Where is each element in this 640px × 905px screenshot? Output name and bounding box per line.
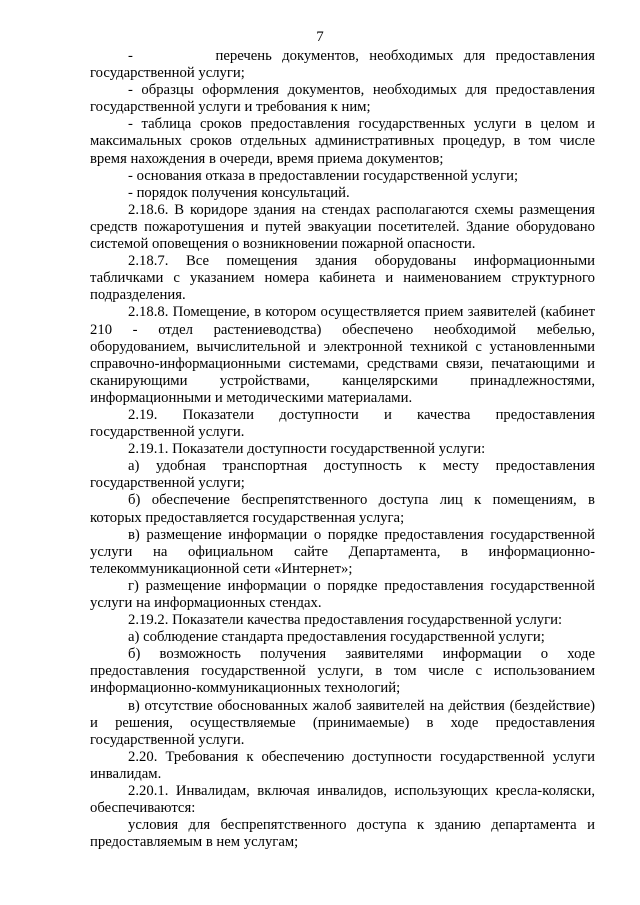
paragraph-access-conditions: условия для беспрепятственного доступа к зданию департамента и предоставляемым в нем услугам; xyxy=(90,817,595,851)
paragraph-2-19-2-a: а) соблюдение стандарта предоставления государственной услуги; xyxy=(128,629,545,646)
paragraph-2-19-1-b: б) обеспечение беспрепятственного доступа лиц к помещениям, в которых предоставляется государственная услуга; xyxy=(90,492,595,526)
paragraph-2-18-8: 2.18.8. Помещение, в котором осуществляется прием заявителей (кабинет 210 - отдел растениеводства) обеспечено необходимой мебелью, оборудованием, вычислительной и электронной техникой с установленными справочно-информационными системами, средствами связи, печатающими и сканирующими устройствами, канцелярскими принадлежностями, информационными и методическими материалами. xyxy=(90,304,595,406)
paragraph-2-19-2-v: в) отсутствие обоснованных жалоб заявителей на действия (бездействие) и решения, осуществляемые (принимаемые) в ходе предоставления государственной услуги. xyxy=(90,697,595,748)
paragraph-list-item-refusal-grounds: - основания отказа в предоставлении государственной услуги; xyxy=(128,167,519,184)
paragraph-list-item-samples: - образцы оформления документов, необходимых для предоставления государственной услуги и требования к ним; xyxy=(90,82,595,116)
paragraph-2-18-7: 2.18.7. Все помещения здания оборудованы информационными табличками с указанием номера кабинета и наименованием структурного подразделения. xyxy=(90,253,595,304)
paragraph-2-20: 2.20. Требования к обеспечению доступности государственной услуги инвалидам. xyxy=(90,748,595,782)
paragraph-2-19-1-a: а) удобная транспортная доступность к месту предоставления государственной услуги; xyxy=(90,458,595,492)
paragraph-2-19-2: 2.19.2. Показатели качества предоставления государственной услуги: xyxy=(128,612,563,629)
paragraph-2-19-1: 2.19.1. Показатели доступности государственной услуги: xyxy=(128,441,486,458)
paragraph-list-item-documents: - перечень документов, необходимых для предоставления государственной услуги; xyxy=(90,48,595,82)
paragraph-2-19: 2.19. Показатели доступности и качества предоставления государственной услуги. xyxy=(90,406,595,441)
paragraph-2-18-6: 2.18.6. В коридоре здания на стендах располагаются схемы размещения средств пожаротушения и путей эвакуации посетителей. Здание оборудовано системой оповещения о возникновении пожарной опасности. xyxy=(90,201,595,253)
paragraph-2-20-1: 2.20.1. Инвалидам, включая инвалидов, использующих кресла-коляски, обеспечиваются: xyxy=(90,783,595,817)
paragraph-list-item-consultations: - порядок получения консультаций. xyxy=(128,184,350,201)
paragraph-2-19-2-b: б) возможность получения заявителями информации о ходе предоставления государственной услуги, в том числе с использованием информационно-коммуникационных технологий; xyxy=(90,646,595,697)
paragraph-list-item-timetable: - таблица сроков предоставления государственных услуги в целом и максимальных сроков отдельных административных процедур, в том числе время нахождения в очереди, время приема документов; xyxy=(90,116,595,167)
page-number: 7 xyxy=(316,29,324,45)
document-body xyxy=(90,48,595,851)
paragraph-2-19-1-g: г) размещение информации о порядке предоставления государственной услуги на информационных стендах. xyxy=(90,577,595,611)
paragraph-2-19-1-v: в) размещение информации о порядке предоставления государственной услуги на официальном сайте Департамента, в информационно-телекоммуникационной сети «Интернет»; xyxy=(90,526,595,577)
